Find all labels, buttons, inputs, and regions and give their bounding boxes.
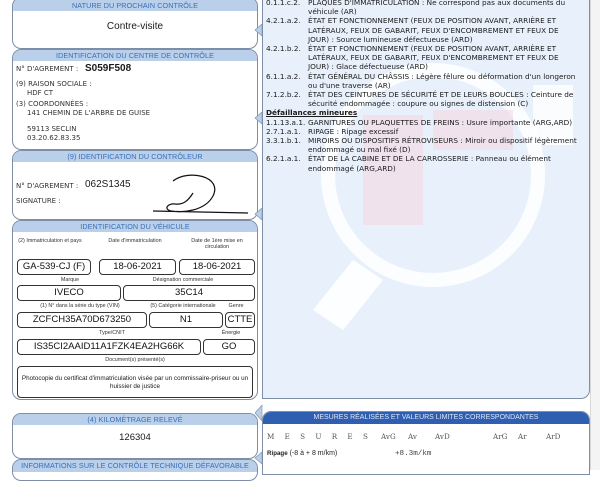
defect-text bbox=[308, 154, 588, 172]
vehicle-section bbox=[12, 220, 258, 400]
defect-text-line: PLAQUES D'IMMATRICULATION : Ne correspond pas aux documents du bbox=[308, 0, 566, 7]
defect-text bbox=[308, 72, 588, 90]
company-value: HDF CT bbox=[27, 89, 54, 97]
controller-header: (9) IDENTIFICATION DU CONTRÔLEUR bbox=[13, 151, 257, 162]
column-connectors bbox=[253, 0, 267, 470]
model-label: Désignation commerciale bbox=[152, 277, 214, 283]
col-av: Av bbox=[408, 432, 417, 441]
defects-panel bbox=[262, 0, 590, 399]
minor-defects-title: Défaillances mineures bbox=[266, 108, 358, 118]
col-avd: AvD bbox=[435, 432, 450, 441]
brand-label: Marque bbox=[60, 277, 80, 283]
energy-field: GO bbox=[203, 339, 255, 355]
next-control-header: NATURE DU PROCHAIN CONTRÔLE bbox=[13, 0, 257, 11]
category-label: (5) Catégorie internationale bbox=[150, 303, 216, 309]
registration-field: GA-539-CJ (F) bbox=[17, 259, 91, 275]
registration-label: (2) Immatriculation et pays bbox=[18, 238, 82, 244]
vin-field: ZCFCH35A70D673250 bbox=[17, 312, 147, 328]
type-label: Type/CNIT bbox=[99, 330, 125, 336]
defect-text-line: ÉTAT ET FONCTIONNEMENT (FEUX DE POSITION AVANT, ARRIÈRE ET bbox=[308, 16, 557, 26]
defect-text-line: LATÉRAUX, FEUX DE GABARIT, FEUX D'ENCOMBREMENT ET FEUX DE bbox=[308, 25, 559, 35]
reg-date-label: Date d'immatriculation bbox=[108, 238, 162, 244]
measure-value-avg: +8.3m/km bbox=[395, 450, 432, 458]
defect-text-line: véhicule (AR) bbox=[308, 7, 357, 17]
defect-text-line: endommagé ou mal fixé (D) bbox=[308, 145, 411, 155]
phone-number: 03.20.62.83.35 bbox=[27, 134, 81, 142]
defect-code: 1.1.13.a.1. bbox=[266, 117, 306, 127]
first-use-label: Date de 1ère mise en circulation bbox=[191, 238, 243, 250]
mileage-header: (4) KILOMÉTRAGE RELEVÉ bbox=[13, 414, 257, 425]
energy-label: Énergie bbox=[221, 330, 241, 336]
defect-text-line: ÉTAT DE LA CABINE ET DE LA CARROSSERIE : Panneau ou élément bbox=[308, 154, 551, 164]
category-field: N1 bbox=[149, 312, 223, 328]
control-center-header: IDENTIFICATION DU CENTRE DE CONTRÔLE bbox=[13, 50, 257, 61]
unfavorable-info-section bbox=[12, 459, 258, 481]
defect-text bbox=[308, 90, 588, 108]
mileage-value: 126304 bbox=[119, 432, 151, 443]
measure-limit: (-8 à + 8 m/km) bbox=[289, 450, 338, 457]
defect-text bbox=[308, 44, 588, 72]
defect-text-line: GARNITURES OU PLAQUETTES DE FREINS : Usure importante (ARG,ARD) bbox=[308, 117, 573, 127]
col-ard: ArD bbox=[546, 432, 561, 441]
defect-text bbox=[308, 136, 588, 154]
defect-text bbox=[308, 127, 588, 136]
next-control-section bbox=[12, 0, 258, 49]
measure-row-ripage bbox=[267, 450, 337, 457]
defect-text-line: sécurité endommagée : coupure ou signes de distension (C) bbox=[308, 99, 529, 109]
signature-label: SIGNATURE : bbox=[16, 197, 61, 205]
vin-label: (1) N° dans la série du type (VIN) bbox=[40, 303, 120, 309]
defect-code: 7.1.2.b.2. bbox=[266, 90, 301, 99]
unfavorable-info-header: INFORMATIONS SUR LE CONTRÔLE TECHNIQUE DÉFAVORABLE bbox=[13, 460, 257, 472]
vehicle-header: IDENTIFICATION DU VÉHICULE bbox=[13, 221, 257, 232]
defect-text bbox=[308, 16, 588, 44]
defect-text-line: MIROIRS OU DISPOSITIFS RÉTROVISEURS : Miroir ou dispositif légèrement bbox=[308, 136, 577, 145]
measures-section bbox=[262, 411, 590, 475]
defect-text-line: ÉTAT ET FONCTIONNEMENT (FEUX DE POSITION AVANT, ARRIÈRE ET bbox=[308, 44, 557, 53]
page-right-margin bbox=[590, 0, 600, 470]
address-line2: 59113 SECLIN bbox=[27, 125, 77, 133]
first-use-field: 18-06-2021 bbox=[179, 259, 255, 275]
model-field: 35C14 bbox=[123, 285, 255, 301]
defect-text-line: LATÉRAUX, FEUX DE GABARIT, FEUX D'ENCOMBREMENT ET FEUX DE bbox=[308, 53, 559, 63]
defect-text-line: RIPAGE : Ripage excessif bbox=[308, 126, 399, 136]
defect-code: 6.1.1.a.2. bbox=[266, 71, 301, 81]
genre-field: CTTE bbox=[225, 312, 255, 328]
documents-label: Document(s) présenté(s) bbox=[105, 357, 165, 363]
col-ar: Ar bbox=[518, 432, 527, 441]
documents-field: Photocopie du certificat d'immatriculation visée par un commissaire-priseur ou un huissier de justice bbox=[17, 366, 253, 398]
measures-title: M E S U R E S bbox=[267, 432, 372, 441]
defect-code: 6.2.1.a.1. bbox=[266, 154, 301, 164]
defect-text-line: ÉTAT GÉNÉRAL DU CHÂSSIS : Légère fêlure ou déformation d'un longeron bbox=[308, 71, 576, 81]
genre-label: Genre bbox=[228, 303, 244, 309]
controller-section bbox=[12, 150, 258, 220]
signature-image bbox=[143, 171, 253, 216]
center-agreement-value: S059F508 bbox=[85, 63, 132, 74]
next-control-value: Contre-visite bbox=[106, 21, 164, 32]
defect-text-line: JOUR) : Glace défectueuse (ARD) bbox=[308, 62, 428, 72]
defect-text-line: endommagé (ARG,ARD) bbox=[308, 163, 396, 173]
defect-text bbox=[308, 0, 588, 16]
defect-text bbox=[308, 118, 588, 127]
defect-text-line: JOUR) : Source lumineuse défectueuse (ARD) bbox=[308, 34, 473, 44]
defect-code: 4.2.1.a.2. bbox=[266, 16, 301, 26]
address-line1: 141 CHEMIN DE L'ARBRE DE GUISE bbox=[27, 109, 151, 117]
col-arg: ArG bbox=[493, 432, 508, 441]
defect-code: 2.7.1.a.1. bbox=[266, 126, 301, 136]
col-avg: AvG bbox=[381, 432, 396, 441]
measures-header: MESURES RÉALISÉES ET VALEURS LIMITES CORRESPONDANTES bbox=[263, 412, 589, 424]
controller-agreement-value: 062S1345 bbox=[85, 179, 131, 190]
type-field: IS35CI2AAID11A1FZK4EA2HG66K bbox=[17, 339, 201, 355]
defect-code: 0.1.1.c.2. bbox=[266, 0, 301, 7]
defect-code: 4.2.1.b.2. bbox=[266, 44, 301, 53]
measure-label: Ripage bbox=[267, 450, 288, 457]
mileage-section bbox=[12, 413, 258, 459]
brand-field: IVECO bbox=[17, 285, 121, 301]
center-agreement-label: N° D'AGREMENT : bbox=[16, 65, 79, 73]
defect-text-line: ou d'une traverse (AR) bbox=[308, 80, 391, 90]
defect-text-line: ÉTAT DES CEINTURES DE SÉCURITÉ ET DE LEURS BOUCLES : Ceinture de bbox=[308, 90, 574, 99]
reg-date-field: 18-06-2021 bbox=[99, 259, 176, 275]
defect-code: 3.3.1.b.1. bbox=[266, 136, 301, 145]
control-center-section bbox=[12, 49, 258, 150]
controller-agreement-label: N° D'AGREMENT : bbox=[16, 182, 79, 190]
company-label: (9) RAISON SOCIALE : bbox=[16, 80, 92, 88]
address-label: (3) COORDONNÉES : bbox=[16, 100, 89, 108]
